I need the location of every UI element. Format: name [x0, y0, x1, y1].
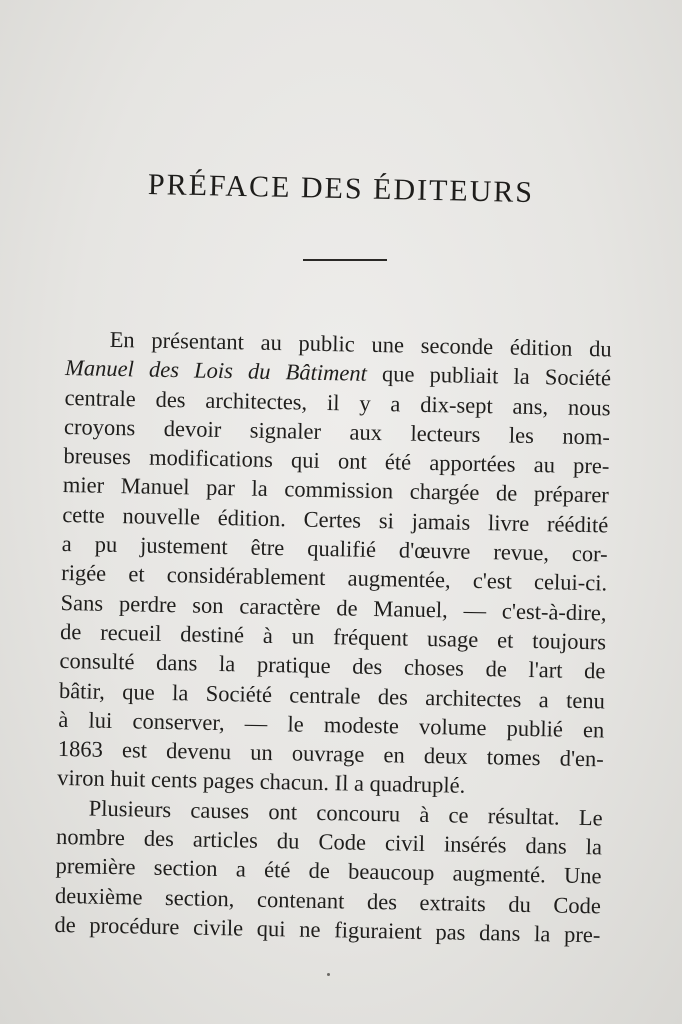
text-line: 1863 est devenu un ouvrage en deux tomes d'en-: [57, 736, 604, 772]
text-line: rigée et considérablement augmentée, c'est celui-ci.: [60, 560, 608, 596]
text-line: bâtir, que la Société centrale des architectes a tenu: [58, 677, 606, 713]
title-rule: [303, 259, 387, 261]
page-speck: [327, 973, 330, 976]
text-line: croyons devoir signaler aux lecteurs les nom-: [63, 413, 611, 450]
text-line: breuses modifications qui ont été apportées au pre-: [63, 443, 610, 479]
text-line: à lui conserver, — le modeste volume publié en: [58, 706, 605, 743]
text-line: En présentant au public une seconde édition du: [109, 326, 612, 362]
text-line: consulté dans la pratique des choses de l'art de: [59, 648, 606, 684]
text-line-rest: que publiait la Société: [366, 361, 612, 391]
text-line: Plusieurs causes ont concouru à ce résultat. Le: [88, 795, 603, 831]
text-line: Sans perdre son caractère de Manuel, — c'est-à-dire,: [60, 589, 607, 626]
text-line: de recueil destiné à un fréquent usage et toujours: [59, 618, 607, 655]
text-line: cette nouvelle édition. Certes si jamais livre réédité: [62, 501, 609, 538]
text-line: mier Manuel par la commission chargée de préparer: [62, 472, 610, 508]
text-line: viron huit cents pages chacun. Il a quadruplé.: [57, 765, 466, 799]
text-line: première section a été de beaucoup augmenté. Une: [55, 853, 602, 889]
text-line: nombre des articles du Code civil insérés dans la: [55, 823, 603, 860]
body-text: [54, 324, 612, 950]
text-line: deuxième section, contenant des extraits du Code: [54, 882, 602, 919]
text-line: a pu justement être qualifié d'œuvre revue, cor-: [61, 531, 608, 567]
text-line: centrale des architectes, il y a dix-sept ans, nous: [64, 384, 611, 421]
page-title: PRÉFACE DES ÉDITEURS: [147, 167, 535, 210]
book-title-italic: Manuel des Lois du Bâtiment: [64, 355, 368, 387]
text-line: de procédure civile qui ne figuraient pas dans la pre-: [54, 911, 601, 948]
